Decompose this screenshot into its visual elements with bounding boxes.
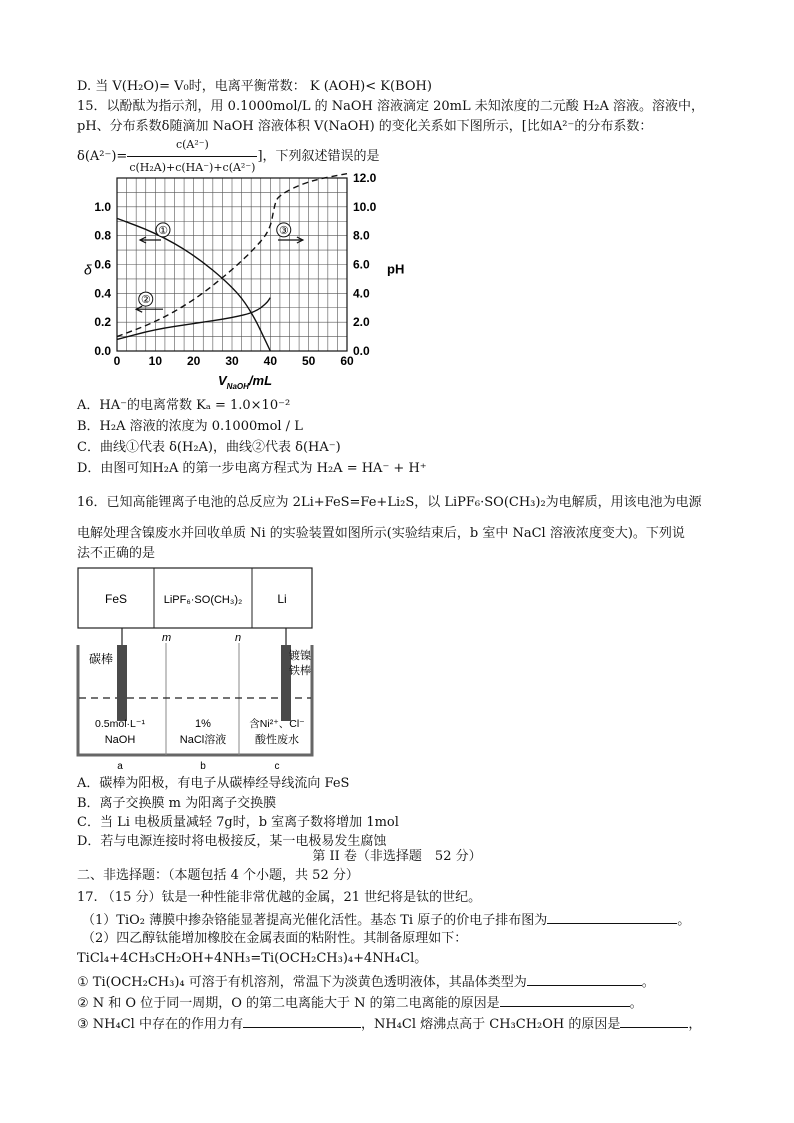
x-tick-label: 10 [148, 354, 163, 368]
q17-sub3 [77, 1014, 701, 1034]
membrane-m-label: m [162, 632, 172, 644]
section-two-header: 二、非选择题：（本题包括 4 个小题，共 52 分） [77, 868, 359, 883]
answer-blank-1[interactable] [547, 910, 677, 924]
answer-blank-3[interactable] [500, 993, 630, 1007]
chamber-b-line2: NaCl溶液 [179, 734, 227, 746]
q16-option-c: C．当 Li 电极质量减轻 7g时，b 室离子数将增加 1mol [77, 815, 399, 830]
x-tick-label: 60 [340, 354, 354, 368]
answer-blank-5[interactable] [620, 1014, 688, 1028]
x-tick-label: 50 [301, 354, 316, 368]
q15-option-a: A．HA⁻的电离常数 Kₐ = 1.0×10⁻² [77, 398, 291, 413]
q17-sub2 [77, 993, 643, 1013]
q17-sub1-end: 。 [641, 975, 655, 990]
q16-option-d: D．若与电源连接时将电极接反，某一电极易发生腐蚀 [77, 834, 387, 849]
y-left-tick-label: 0.4 [94, 286, 111, 301]
titration-chart [72, 166, 412, 394]
y-right-tick-label: 6.0 [353, 257, 370, 272]
annotation-3-label: ③ [278, 224, 289, 237]
y-right-tick-label: 2.0 [353, 315, 370, 330]
q17-equation: TiCl₄+4CH₃CH₂OH+4NH₃=Ti(OCH₂CH₃)₄+4NH₄Cl。 [77, 951, 428, 966]
answer-blank-4[interactable] [243, 1014, 361, 1028]
chamber-a-line2: NaOH [104, 734, 136, 746]
y-left-axis-label: δ [84, 261, 92, 278]
q15-stem-line3: ]，下列叙述错误的是 [257, 149, 380, 164]
annotation-1-label: ① [158, 224, 168, 237]
annotation-2-label: ② [140, 294, 151, 307]
q17-stem: 17. （15 分）钛是一种性能非常优越的金属，21 世纪将是钛的世纪。 [77, 890, 482, 905]
q17-sub3-text-b: ，NH₄Cl 熔沸点高于 CH₃CH₂OH 的原因是 [360, 1017, 621, 1032]
nickel-plated-label: 镀镍 [289, 650, 311, 662]
iron-rod-label: 铁棒 [289, 665, 311, 677]
electrolysis-apparatus [76, 565, 336, 775]
q14-option-d: D. 当 V(H₂O)= V₀时，电离平衡常数： K (AOH)< K(BOH) [77, 79, 432, 94]
fraction-numerator: c(A²⁻) [127, 134, 257, 157]
chamber-b-line1: 1% [195, 718, 211, 730]
membrane-n-label: n [235, 632, 242, 644]
q15-stem-line1: 15．以酚酞为指示剂，用 0.1000mol/L 的 NaOH 溶液滴定 20mL 未知浓度的二元酸 H₂A 溶液。溶液中， [77, 99, 704, 114]
carbon-rod-label: 碳棒 [89, 652, 114, 666]
volume-ii-title: 第 II 卷（非选择题 52 分） [312, 849, 482, 864]
chamber-a-letter: a [117, 761, 123, 772]
chamber-a-line1: 0.5mol·L⁻¹ [95, 718, 145, 730]
q17-part2: （2）四乙醇钛能增加橡胶在金属表面的粘附性。其制备原理如下： [82, 931, 468, 946]
q16-stem-line2: 电解处理含镍废水并回收单质 Ni 的实验装置如图所示(实验结束后，b 室中 NaCl 溶液浓度变大)。下列说 [77, 526, 685, 541]
q16-option-b: B．离子交换膜 m 为阳离子交换膜 [77, 796, 277, 811]
chamber-c-letter: c [274, 761, 280, 772]
y-right-tick-label: 8.0 [353, 228, 370, 243]
q17-sub3-end: ， [688, 1017, 702, 1032]
y-right-axis-label: pH [387, 261, 405, 277]
q17-part1 [82, 910, 690, 930]
y-left-tick-label: 0.6 [94, 257, 111, 272]
y-left-tick-label: 0.8 [94, 228, 111, 243]
y-right-tick-label: 12.0 [353, 171, 377, 185]
y-right-tick-label: 4.0 [353, 286, 370, 301]
q17-sub2-end: 。 [629, 996, 643, 1011]
chamber-c-line1: 含Ni²⁺、Cl⁻ [249, 718, 305, 730]
q15-option-c: C．曲线①代表 δ(H₂A)，曲线②代表 δ(HA⁻) [77, 440, 341, 455]
y-right-tick-label: 10.0 [353, 199, 377, 214]
q17-part1-text: （1）TiO₂ 薄膜中掺杂铬能显著提高光催化活性。基态 Ti 原子的价电子排布图为 [82, 913, 548, 928]
delta-label: δ(A²⁻)= [77, 149, 128, 164]
x-tick-label: 40 [263, 354, 278, 368]
y-left-tick-label: 0.0 [94, 344, 111, 358]
x-axis-label-unit: /mL [248, 373, 273, 388]
chamber-c-line2: 酸性废水 [255, 734, 299, 746]
q16-option-a: A．碳棒为阳极，有电子从碳棒经导线流向 FeS [77, 776, 350, 791]
battery-li-label: Li [277, 592, 287, 606]
q17-sub2-text: ② N 和 O 位于同一周期，O 的第二电离能大于 N 的第二电离能的原因是 [77, 996, 500, 1011]
x-axis-label-sub: NaOH [226, 382, 249, 391]
x-tick-label: 30 [225, 354, 239, 368]
q17-part1-end: 。 [677, 913, 691, 928]
carbon-rod [117, 645, 127, 721]
q17-sub1-text: ① Ti(OCH₂CH₃)₄ 可溶于有机溶剂，常温下为淡黄色透明液体，其晶体类型为 [77, 975, 527, 990]
y-left-tick-label: 1.0 [94, 199, 111, 214]
battery-electrolyte-label: LiPF₆·SO(CH₃)₂ [163, 594, 243, 606]
y-right-tick-label: 0.0 [353, 344, 370, 358]
answer-blank-2[interactable] [527, 972, 642, 986]
fraction-denominator: c(H₂A)+c(HA⁻)+c(A²⁻) [129, 161, 256, 174]
y-left-tick-label: 0.2 [94, 315, 111, 330]
x-axis-label [218, 373, 272, 391]
apparatus-svg [76, 565, 336, 775]
chamber-b-letter: b [200, 761, 206, 772]
x-axis-label-v: V [218, 373, 227, 388]
q17-sub3-text-a: ③ NH₄Cl 中存在的作用力有 [77, 1017, 243, 1032]
q15-option-b: B．H₂A 溶液的浓度为 0.1000mol / L [77, 419, 303, 434]
q15-option-d: D．由图可知H₂A 的第一步电离方程式为 H₂A = HA⁻ + H⁺ [77, 461, 427, 476]
q16-stem-line3: 法不正确的是 [77, 546, 156, 561]
x-tick-label: 20 [186, 354, 201, 368]
q17-sub1 [77, 972, 655, 992]
q15-stem-line2: pH、分布系数δ随滴加 NaOH 溶液体积 V(NaOH) 的变化关系如下图所示，[比如A²⁻的分布系数： [77, 119, 653, 134]
battery-fes-label: FeS [104, 592, 128, 606]
x-tick-label: 0 [113, 354, 121, 368]
q16-stem-line1: 16．已知高能锂离子电池的总反应为 2Li+FeS=Fe+Li₂S，以 LiPF₆·SO(CH₃)₂为电解质，用该电池为电源 [77, 495, 702, 510]
titration-chart-svg [72, 166, 412, 394]
